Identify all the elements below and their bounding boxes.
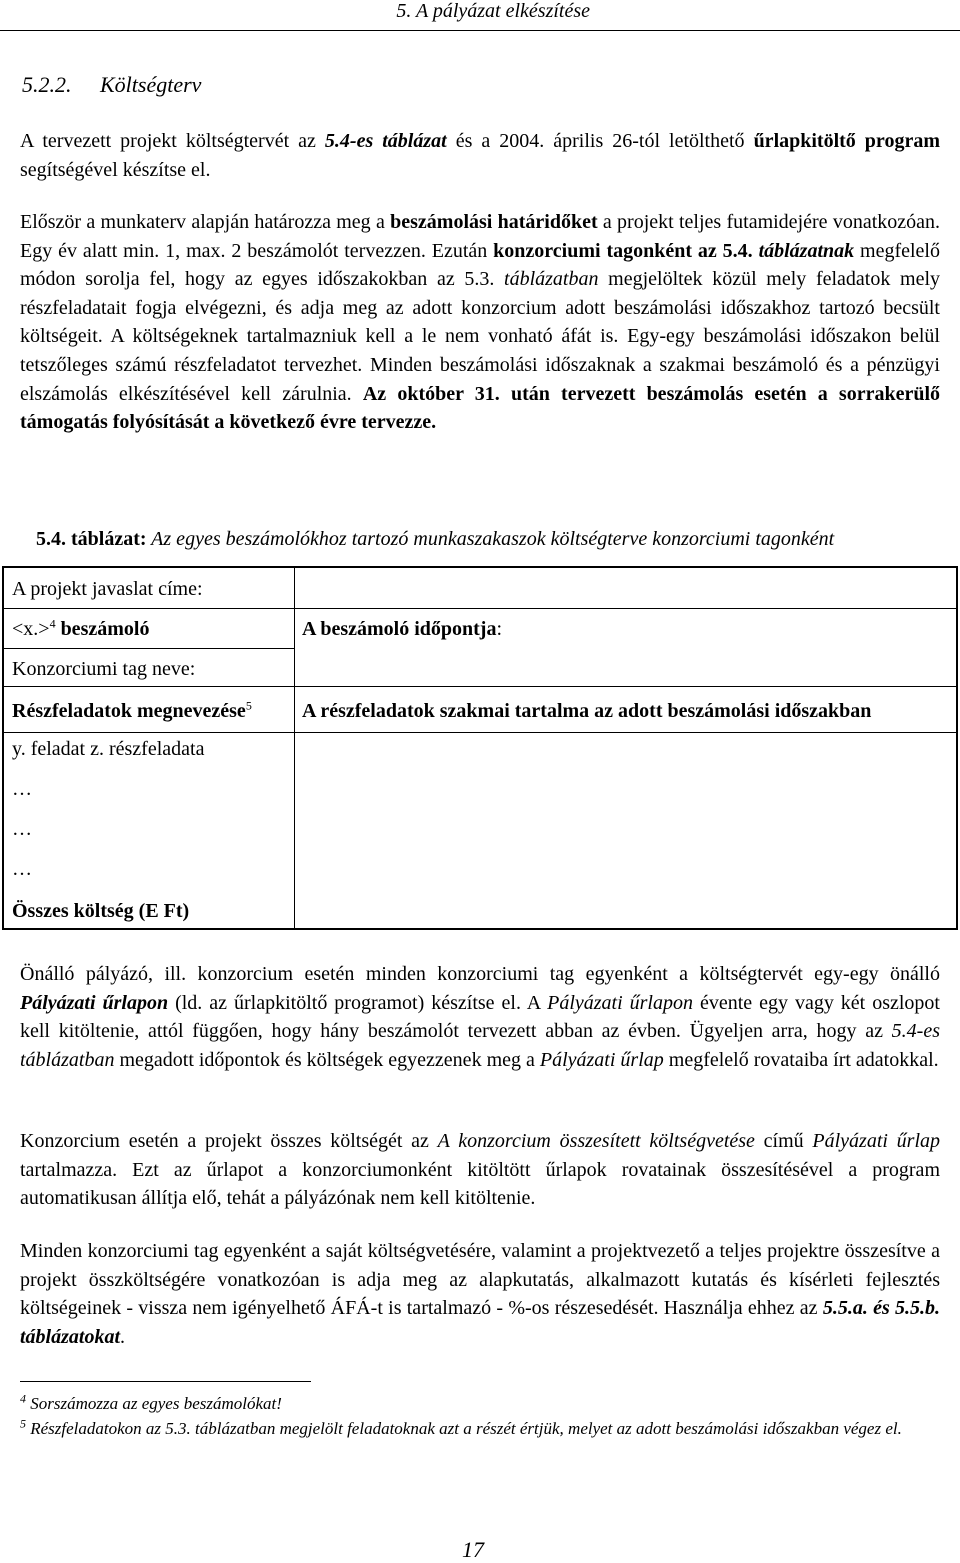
table-caption: 5.4. táblázat: Az egyes beszámolókhoz tartozó munkaszakaszok költségterve konzorciumi tagonként [36, 528, 835, 550]
ellipsis-row: … [12, 818, 32, 840]
table-row-divider [4, 608, 956, 609]
table-column-divider [294, 568, 295, 928]
ellipsis-row: … [12, 858, 32, 880]
subtask-name-header: Részfeladatok megnevezése$^5$ [12, 698, 252, 722]
paragraph-research-share: Minden konzorciumi tag egyenként a saját költségvetésére, valamint a projektvezető a teljes projektre összesítve a projekt összköltségére vonatkozóan is adja meg az alapkutatás, alkalmazott kutatás és kísérleti fejlesztés költségeinek - vissza nem igényelhető ÁFÁ-t is tartalmazó - %-os részesedését. Használja ehhez az 5.5.a. és 5.5.b. táblázatokat. [20, 1240, 940, 1348]
paragraph-intro: A tervezett projekt költségtervét az 5.4-es táblázat és a 2004. április 26-tól letölthető űrlapkitöltő program segítségével készítse el. [20, 130, 940, 181]
running-header: 5. A pályázat elkészítése [396, 0, 590, 22]
footnote-5: $^5$ Részfeladatokon az 5.3. táblázatban megjelölt feladatoknak azt a részét értjük, melyet az adott beszámolási időszakban végez el. [20, 1416, 902, 1438]
section-title: Költségterv [100, 72, 202, 97]
section-number: 5.2.2. [22, 72, 72, 97]
table-row-divider [4, 648, 294, 649]
table-row-divider [4, 686, 956, 687]
paragraph-individual-applicant: Önálló pályázó, ill. konzorcium esetén minden konzorciumi tag egyenként a költségtervét egy-egy önálló Pályázati űrlapon (ld. az űrlapkitöltő programot) készítse el. A Pályázati űrlapon évente egy vagy két oszlopot kell kitöltenie, attól függően, hogy hány beszámolót tervezett abban az évben. Ügyeljen arra, hogy az 5.4-es táblázatban megadott időpontok és költségek egyezzenek meg a Pályázati űrlap megfelelő rovataiba írt adatokkal. [20, 963, 940, 1071]
subtask-content-header: A részfeladatok szakmai tartalma az adott beszámolási időszakban [302, 700, 872, 722]
member-name-label: Konzorciumi tag neve: [12, 658, 196, 680]
section-heading [22, 72, 201, 98]
cost-plan-table [2, 566, 958, 930]
footnote-rule [20, 1381, 311, 1382]
total-cost-label: Összes költség (E Ft) [12, 900, 190, 922]
paragraph-consortium: Konzorcium esetén a projekt összes költségét az A konzorcium összesített költségvetése című Pályázati űrlap tartalmazza. Ezt az űrlapot a konzorciumonként kitöltött űrlapok rovatainak összesítésével a program automatikusan állítja elő, tehát a pályázónak nem kell kitöltenie. [20, 1130, 941, 1210]
table-row-divider [4, 732, 956, 733]
ellipsis-row: … [12, 778, 32, 800]
paragraph-deadlines: Először a munkaterv alapján határozza meg a beszámolási határidőket a projekt teljes futamidejére vonatkozóan. Egy év alatt min. 1, max. 2 beszámolót tervezzen. Ezután konzorciumi tagonként az 5.4. táblázatnak megfelelő módon sorolja fel, hogy az egyes időszakokban az 5.3. táblázatban megjelöltek közül mely feladatok mely részfeladatait fogja elvégezni, és adja meg az adott konzorcium adott beszámolási időszakhoz tartozó becsült költségeit. A költségeknek tartalmazniuk kell a le nem vonható áfát is. Egy-egy beszámolási időszakon belül tetszőleges számú részfeladatot tervezhet. Minden beszámolási időszaknak a szakmai beszámoló és a pénzügyi elszámolás elkészítésével kell zárulnia. Az október 31. után tervezett beszámolás esetén a sorrakerülő támogatás folyósítását a következő évre tervezze. [20, 211, 941, 434]
footnote-4: $^4$ Sorszámozza az egyes beszámolókat! [20, 1391, 282, 1413]
header-rule [0, 30, 960, 31]
page-number: 17 [462, 1537, 484, 1562]
task-row: y. feladat z. részfeladata [12, 738, 205, 760]
project-title-label: A projekt javaslat címe: [12, 578, 203, 600]
report-label: <x.>$^4$ beszámoló [12, 616, 150, 640]
report-date-label: A beszámoló időpontja: [302, 618, 503, 640]
